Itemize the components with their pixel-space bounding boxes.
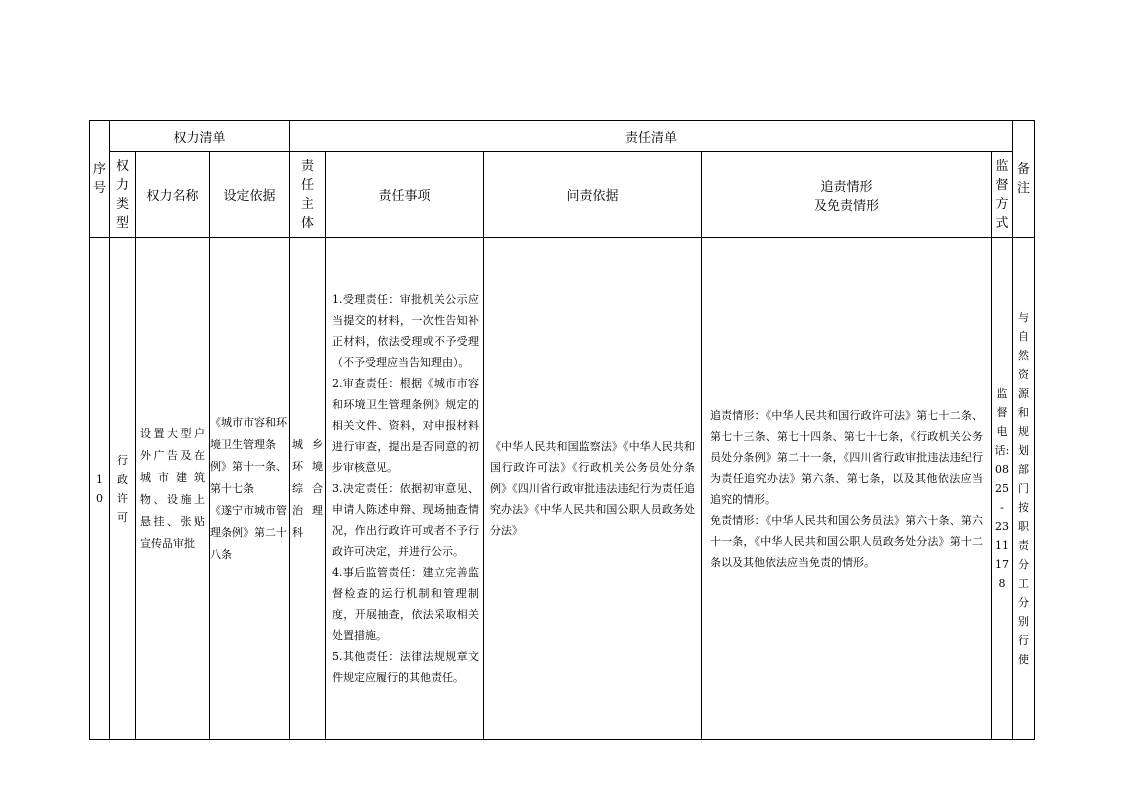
row-seq-text xyxy=(90,470,109,508)
vertical-char: 划 xyxy=(1018,444,1030,457)
row-pursuit-text: 追责情形：《中华人民共和国行政许可法》第七十二条、第七十三条、第七十四条、第七十七条，《行政机关公务员处分条例》第二十一条，《四川省行政审批违法违纪行为责任追究办法》第六条、第七条，以及其他依法应当追究的情形。 xyxy=(710,408,983,506)
row-subject: 城乡环境综合治理科 xyxy=(290,238,326,740)
vertical-char: 式 xyxy=(995,215,1009,231)
vertical-char: 责 xyxy=(300,158,314,174)
vertical-char: 注 xyxy=(1017,181,1031,196)
vertical-char: 源 xyxy=(1018,387,1030,400)
vertical-char: 按 xyxy=(1018,501,1030,514)
vertical-char: 使 xyxy=(1018,653,1030,666)
header-seq xyxy=(90,121,110,238)
supervision-line: 督 xyxy=(996,406,1008,419)
supervision-line: 17 xyxy=(995,558,1010,571)
vertical-char: 职 xyxy=(1018,520,1030,533)
header-items: 责任事项 xyxy=(326,152,484,238)
row-item-2: 2.审查责任：根据《城市市容和环境卫生管理条例》规定的相关文件、资料，对申报材料进行审查，提出是否同意的初步审核意见。 xyxy=(332,377,479,474)
vertical-char: 门 xyxy=(1018,482,1030,495)
vertical-char: 分 xyxy=(1018,558,1030,571)
responsibility-table xyxy=(89,120,1035,740)
header-basis: 设定依据 xyxy=(210,152,290,238)
vertical-char: 自 xyxy=(1018,330,1030,343)
vertical-char: 督 xyxy=(995,177,1009,193)
header-accountability: 问责依据 xyxy=(484,152,702,238)
row-seq xyxy=(90,238,110,740)
vertical-char: 别 xyxy=(1018,615,1030,628)
header-power-name: 权力名称 xyxy=(136,152,210,238)
row-item-4: 4.事后监管责任：建立完善监督检查的运行机制和管理制度，开展抽查，依法采取相关处置措施。 xyxy=(332,566,479,642)
vertical-char: 权 xyxy=(115,158,129,174)
row-items xyxy=(326,238,484,740)
vertical-char: 备 xyxy=(1017,162,1031,177)
row-item-3: 3.决定责任：依据初审意见、申请人陈述申辩、现场抽查情况，作出行政许可或者不予行政许可决定，并进行公示。 xyxy=(332,482,479,558)
row-power-name: 设置大型户外广告及在城市建筑物、设施上悬挂、张贴宣传品审批 xyxy=(136,238,210,740)
row-accountability: 《中华人民共和国监察法》《中华人民共和国行政许可法》《行政机关公务员处分条例》《四川省行政审批违法违纪行为责任追究办法》《中华人民共和国公职人员政务处分法》 xyxy=(484,238,702,740)
vertical-char: 序 xyxy=(92,162,106,177)
supervision-line: 电 xyxy=(996,425,1008,438)
vertical-char: 资 xyxy=(1018,368,1030,381)
header-supervision-text xyxy=(992,157,1012,233)
vertical-char: 行 xyxy=(1018,634,1030,647)
row-supervision xyxy=(992,238,1013,740)
vertical-char: 和 xyxy=(1018,406,1030,419)
vertical-char: 力 xyxy=(115,177,129,193)
supervision-line: 23 xyxy=(995,520,1010,533)
header-subject xyxy=(290,152,326,238)
vertical-char: 型 xyxy=(115,215,129,231)
supervision-line: 8 xyxy=(998,577,1006,590)
supervision-line: 11 xyxy=(995,539,1010,552)
row-power-type xyxy=(110,238,136,740)
header-power-type-text xyxy=(110,157,135,233)
vertical-char: 号 xyxy=(92,181,106,196)
vertical-char: 监 xyxy=(995,158,1009,174)
vertical-char: 主 xyxy=(300,196,314,212)
vertical-char: 工 xyxy=(1018,577,1030,590)
vertical-char: 规 xyxy=(1018,425,1030,438)
supervision-line: 监 xyxy=(996,387,1008,400)
header-remark xyxy=(1013,121,1035,238)
vertical-char: 分 xyxy=(1018,596,1030,609)
supervision-line: 25 xyxy=(995,482,1010,495)
row-pursuit xyxy=(702,238,992,740)
header-power-list: 权力清单 xyxy=(110,121,290,152)
row-remark-text xyxy=(1013,308,1034,669)
header-pursuit-line2: 及免责情形 xyxy=(813,198,879,214)
vertical-char: 与 xyxy=(1018,311,1030,324)
vertical-char: 0 xyxy=(96,491,103,505)
row-remark xyxy=(1013,238,1035,740)
row-basis-2: 《遂宁市城市管理条例》第二十八条 xyxy=(210,503,287,561)
vertical-char: 政 xyxy=(117,472,128,486)
row-basis-1: 《城市市容和环境卫生管理条例》第十一条、第十七条 xyxy=(210,415,287,495)
vertical-char: 责 xyxy=(1018,539,1030,552)
vertical-char: 类 xyxy=(115,196,129,212)
vertical-char: 体 xyxy=(300,215,314,231)
header-power-type xyxy=(110,152,136,238)
row-item-5: 5.其他责任：法律法规规章文件规定应履行的其他责任。 xyxy=(332,650,479,684)
vertical-char: 方 xyxy=(995,196,1009,212)
header-seq-text xyxy=(90,160,109,198)
header-remark-text xyxy=(1013,160,1034,198)
vertical-char: 然 xyxy=(1018,349,1030,362)
row-exemption-text: 免责情形：《中华人民共和国公务员法》第六十条、第六十一条，《中华人民共和国公职人员政务处分法》第十二条以及其他依法应当免责的情形。 xyxy=(710,513,983,569)
row-supervision-text xyxy=(992,384,1012,593)
row-basis xyxy=(210,238,290,740)
supervision-line: 话: xyxy=(994,444,1010,457)
header-pursuit xyxy=(702,152,992,238)
vertical-char: 部 xyxy=(1018,463,1030,476)
row-power-type-text xyxy=(110,451,135,527)
header-responsibility-list: 责任清单 xyxy=(290,121,1013,152)
header-supervision xyxy=(992,152,1013,238)
vertical-char: 行 xyxy=(117,453,128,467)
supervision-line: 08 xyxy=(995,463,1010,476)
vertical-char: 许 xyxy=(117,491,128,505)
header-subject-text xyxy=(290,157,325,233)
vertical-char: 1 xyxy=(96,472,103,486)
vertical-char: 任 xyxy=(300,177,314,193)
supervision-line: - xyxy=(1000,501,1004,514)
header-pursuit-line1: 追责情形 xyxy=(820,179,873,195)
row-item-1: 1.受理责任：审批机关公示应当提交的材料，一次性告知补正材料，依法受理或不予受理（不予受理应当告知理由）。 xyxy=(332,293,479,369)
vertical-char: 可 xyxy=(117,510,128,524)
